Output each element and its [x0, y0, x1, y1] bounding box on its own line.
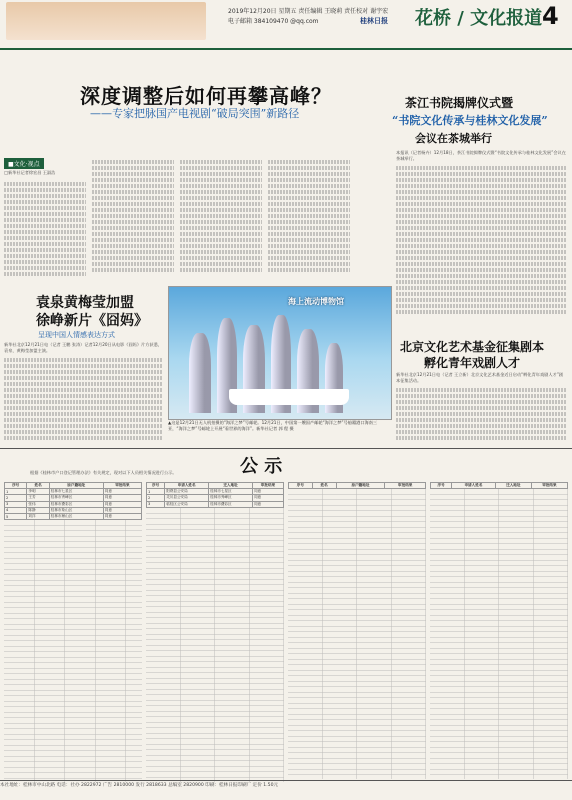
feature-body — [4, 356, 162, 444]
table-header: 迁入地址 — [495, 483, 531, 489]
table-row: 3 临桂区公安局 桂林市叠彩区 同意 — [147, 501, 284, 507]
main-headline: 深度调整后如何再攀高峰？ — [80, 84, 332, 108]
column-label: ■文化·视点 — [4, 158, 44, 169]
table-header: 审批结果 — [385, 483, 426, 489]
table-row: 2 灵川县公安局 桂林市秀峰区 同意 — [147, 495, 284, 501]
cruise-ship-photo — [168, 286, 392, 420]
feature-lead: 新华社北京12月21日电（记者 王鹏 张涛）记者12月20日从电影《囧妈》片方获悉，袁泉、黄梅莹加盟主演。 — [4, 342, 162, 354]
header-email-line: 电子邮箱 384109470 @qq.com — [228, 18, 319, 25]
right-article2-lead: 新华社北京12月21日电（记者 王立新）北京文化艺术基金近日启动“孵化青年戏剧人才”剧本征集活动。 — [396, 372, 564, 384]
table-row: 1 阳朔县公安局 桂林市七星区 同意 — [147, 489, 284, 495]
notice-intro: 根据《桂林市户口登记管理办法》有关规定，现对以下人员相关情况进行公示。 — [30, 470, 177, 475]
table-header: 申请人姓名 — [452, 483, 496, 489]
table-header: 审批结果 — [531, 483, 567, 489]
paper-name: 桂林日报 — [360, 17, 388, 25]
main-source: □新华社记者徐宏昌 王淑浩 — [4, 170, 56, 175]
table-header: 审批结果 — [252, 483, 283, 489]
table-header: 原户籍地址 — [49, 483, 103, 489]
header-date-line: 2019年12月20日 星期五 责任编辑 王晓莉 责任校对 谢宇宏 — [228, 8, 389, 15]
notice-table-col-1 — [4, 482, 142, 778]
table-header: 序号 — [147, 483, 165, 489]
table-header: 序号 — [431, 483, 452, 489]
section-title: 花桥 / 文化报道 — [415, 8, 543, 29]
right-article1-title-line2: “书院文化传承与桂林文化发展” — [392, 114, 548, 127]
table-row: 2 王芳 桂林市秀峰区 同意 — [5, 495, 142, 501]
notice-rule — [0, 448, 572, 449]
notice-table-col-4 — [430, 482, 568, 778]
photo-caption: ▲这是12月21日无人机拍摄的“海洋之梦”号邮轮。12月21日，中国第一艘国产邮轮“海洋之梦”号船籍港口海南三亚，“海洋之梦”号邮轮上开展“看世界的海洋”。新华社记者 郭 程 摄 — [168, 420, 378, 432]
page-number: 4 — [542, 2, 559, 30]
table-header: 序号 — [5, 483, 27, 489]
footer-rule — [0, 780, 572, 781]
table-header: 申请人姓名 — [165, 483, 209, 489]
table-row: 4 陈静 桂林市象山区 同意 — [5, 507, 142, 513]
table-row: 1 李明 桂林市七星区 同意 — [5, 489, 142, 495]
right-article1-title-line3: 会议在茶城举行 — [415, 132, 492, 145]
notice-table-col-3 — [288, 482, 426, 778]
feature-subtitle: 呈现中国人情感表达方式 — [38, 331, 115, 339]
right-article2-title-line1: 北京文化艺术基金征集剧本 — [400, 340, 545, 354]
page-header — [0, 0, 572, 50]
masthead-image — [6, 2, 206, 40]
right-article1-lead: 本报讯（记者杨卉）12月18日，茶江书院揭牌仪式暨“书院文化传承与桂林文化发展”会议在茶城举行。 — [396, 150, 566, 162]
notice-title: 公 示 — [240, 456, 283, 477]
feature-title-line2: 徐峥新片《囧妈》 — [36, 313, 148, 329]
table-row: 3 张伟 桂林市叠彩区 同意 — [5, 501, 142, 507]
feature-title-line1: 袁泉黄梅莹加盟 — [36, 295, 134, 311]
notice-table-col-2 — [146, 482, 284, 778]
photo-overlay-text: 海上流动博物馆 — [288, 297, 344, 306]
table-header: 姓名 — [27, 483, 49, 489]
right-article2-title-line2: 孵化青年戏剧人才 — [424, 356, 521, 370]
notice-table-area — [4, 482, 568, 778]
main-subheadline: ——专家把脉国产电视剧“破局突围”新路径 — [90, 107, 300, 120]
right-article2-body — [396, 386, 566, 442]
table-header: 审批结果 — [103, 483, 141, 489]
table-header: 原户籍地址 — [336, 483, 385, 489]
page-footer: 本社地址：桂林市中山北路 电话：社办 2822972 广告 2810000 发行 2818633 总编室 2820900 印刷：桂林日报印刷厂 定价 1.50元 — [0, 783, 279, 788]
right-article1-title-line1: 茶江书院揭牌仪式暨 — [405, 96, 514, 110]
main-body-col4 — [268, 158, 350, 280]
table-header: 迁入地址 — [209, 483, 253, 489]
main-body-col1 — [4, 180, 86, 280]
header-rule — [0, 48, 572, 50]
table-row: 5 刘洋 桂林市雁山区 同意 — [5, 513, 142, 519]
table-header: 序号 — [289, 483, 313, 489]
right-article1-body — [396, 164, 566, 324]
table-header: 姓名 — [312, 483, 336, 489]
main-body-col3 — [180, 158, 262, 280]
main-body-col2 — [92, 158, 174, 280]
